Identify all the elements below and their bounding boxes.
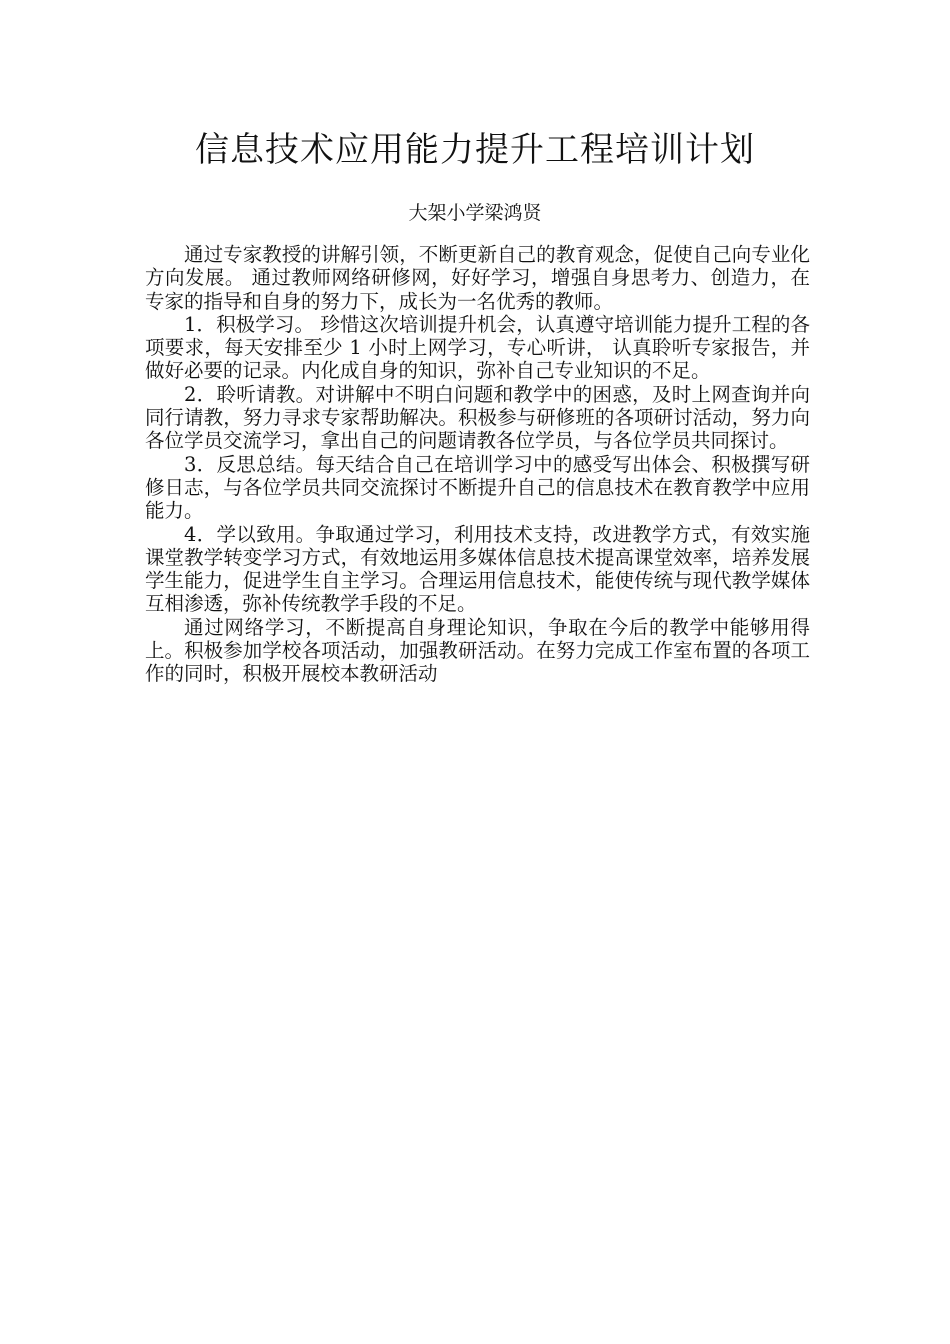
document-title: 信息技术应用能力提升工程培训计划	[195, 130, 755, 170]
paragraph-item-3: 3．反思总结。每天结合自己在培训学习中的感受写出体会、积极撰写研修日志，与各位学员共同交流探讨不断提升自己的信息技术在教育教学中应用能力。	[145, 452, 810, 523]
paragraph-item-4: 4．学以致用。争取通过学习，利用技术支持，改进教学方式，有效实施课堂教学转变学习方式，有效地运用多媒体信息技术提高课堂效率，培养发展学生能力，促进学生自主学习。合理运用信息技术，能使传统与现代教学媒体互相渗透，弥补传统教学手段的不足。	[145, 522, 810, 616]
paragraph-conclusion: 通过网络学习，不断提高自身理论知识，争取在今后的教学中能够用得上。积极参加学校各项活动，加强教研活动。在努力完成工作室布置的各项工作的同时，积极开展校本教研活动	[145, 615, 810, 686]
document-author: 大架小学梁鸿贤	[408, 202, 542, 224]
document-body	[145, 243, 810, 686]
paragraph-item-1: 1．积极学习。 珍惜这次培训提升机会，认真遵守培训能力提升工程的各项要求，每天安排至少 1 小时上网学习，专心听讲， 认真聆听专家报告，并做好必要的记录。内化成自身的知识，弥补自己专业知识的不足。	[145, 312, 810, 383]
paragraph-intro: 通过专家教授的讲解引领，不断更新自己的教育观念，促使自己向专业化方向发展。 通过教师网络研修网，好好学习，增强自身思考力、创造力，在专家的指导和自身的努力下，成长为一名优秀的教师。	[145, 243, 810, 313]
paragraph-item-2: 2．聆听请教。对讲解中不明白问题和教学中的困惑，及时上网查询并向同行请教，努力寻求专家帮助解决。积极参与研修班的各项研讨活动，努力向各位学员交流学习，拿出自己的问题请教各位学员，与各位学员共同探讨。	[145, 382, 810, 453]
